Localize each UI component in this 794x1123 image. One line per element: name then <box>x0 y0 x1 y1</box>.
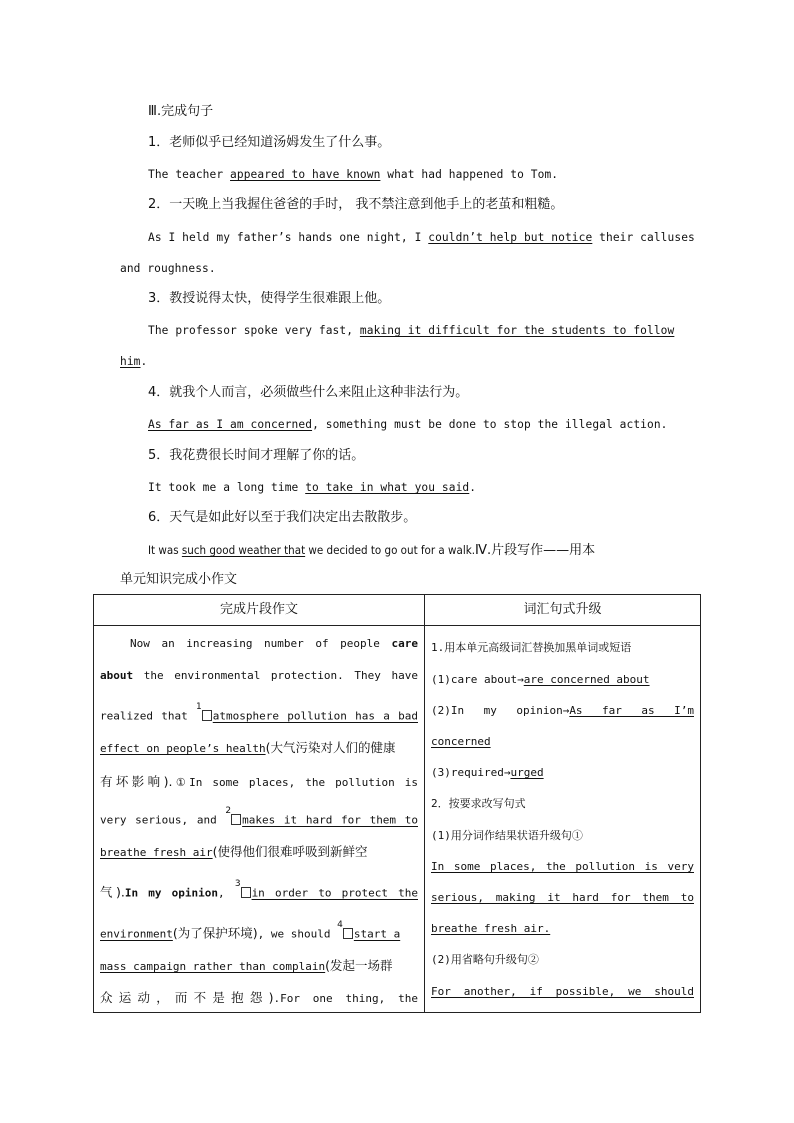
item-3-english <box>148 323 674 339</box>
text-span: , <box>218 886 235 900</box>
answer-underline: such good weather that <box>181 543 306 557</box>
blank-number: 3 <box>234 879 241 889</box>
text-span: realized that <box>100 709 197 723</box>
answer-underline: environment <box>100 927 173 941</box>
upgrade-heading-2: 2．按要求改写句式 <box>431 797 526 810</box>
chinese-hint: 有坏影响). <box>100 774 173 789</box>
answer-underline: As far as I’m <box>569 704 694 717</box>
upgrade-line <box>431 703 694 719</box>
item-6-chinese: 6．天气是如此好以至于我们决定出去散散步。 <box>148 510 417 525</box>
composition-line <box>100 702 418 725</box>
composition-line <box>100 920 418 943</box>
composition-line <box>100 990 418 1007</box>
text-span: . <box>140 355 148 368</box>
composition-cell <box>94 626 425 1013</box>
chinese-hint: (大气污染对人们的健康 <box>265 740 396 755</box>
table-header-left: 完成片段作文 <box>94 595 425 626</box>
bold-word: In my opinion <box>124 886 219 900</box>
upgrade-line <box>431 765 694 781</box>
blank-number: 2 <box>225 806 232 816</box>
text-span: Now an increasing number of people <box>130 637 392 650</box>
text-span: (2)In my opinion→ <box>431 704 570 717</box>
answer-underline: urged <box>510 766 544 779</box>
composition-line <box>130 636 418 652</box>
text-span: their calluses <box>592 231 695 244</box>
text-span: very serious, and <box>100 813 226 827</box>
answer-underline: breathe fresh air <box>100 846 213 859</box>
upgrade-line <box>431 984 694 1000</box>
upgrade-subheading: (2)用省略句升级句② <box>431 953 539 966</box>
text-span: . <box>469 481 477 494</box>
composition-line <box>100 740 418 757</box>
section-title: Ⅲ.完成句子 <box>148 104 214 119</box>
text-span: It took me a long time <box>148 481 306 494</box>
bold-word: about <box>100 669 134 682</box>
answer-underline: appeared to have known <box>230 168 381 181</box>
text-span: what had happened to Tom. <box>380 168 559 181</box>
text-span: ①In some places, the pollution is <box>172 776 418 789</box>
writing-table <box>93 594 701 1013</box>
blank-box-icon <box>343 928 353 939</box>
text-span: The teacher <box>148 168 231 181</box>
answer-underline: him <box>120 355 141 368</box>
composition-line <box>100 806 418 829</box>
text-span: It was <box>148 543 182 557</box>
table-header-right: 词汇句式升级 <box>425 595 701 626</box>
answer-underline: making it difficult for the students to follow <box>359 324 675 337</box>
text-span: (1)care about→ <box>431 673 524 686</box>
item-3-chinese: 3．教授说得太快，使得学生很难跟上他。 <box>148 291 391 306</box>
answer-underline: makes it hard for them to <box>242 813 418 827</box>
item-4-english <box>148 417 668 433</box>
text-span: the environmental protection. They have <box>133 669 418 682</box>
item-6-english <box>148 542 595 559</box>
answer-underline: couldn’t help but notice <box>428 231 593 244</box>
answer-underline: As far as I am concerned <box>148 418 313 431</box>
blank-box-icon <box>241 887 251 898</box>
upgrade-heading-1: 1.用本单元高级词汇替换加黑单词或短语 <box>431 641 632 654</box>
answer-underline: concerned <box>431 735 491 748</box>
text-span: , we should <box>257 927 338 941</box>
answer-underline: are concerned about <box>523 673 650 686</box>
blank-box-icon <box>202 710 212 721</box>
item-2-english-cont: and roughness. <box>120 262 216 275</box>
upgrade-line <box>431 890 694 906</box>
item-3-english-cont <box>120 354 147 370</box>
answer-underline: start a <box>353 927 401 941</box>
chinese-hint: 气). <box>100 884 125 900</box>
bold-word: care <box>391 637 418 650</box>
upgrade-line <box>431 921 694 937</box>
composition-line <box>100 958 418 975</box>
text-span: The professor spoke very fast, <box>148 324 360 337</box>
section-4-title: Ⅳ.片段写作——用本 <box>475 543 596 558</box>
item-5-english <box>148 480 476 496</box>
upgrade-line <box>431 672 694 688</box>
composition-line <box>100 844 418 861</box>
item-5-chinese: 5．我花费很长时间才理解了你的话。 <box>148 448 365 463</box>
blank-number: 4 <box>337 920 343 930</box>
chinese-hint: (为了保护环境) <box>172 925 258 941</box>
answer-underline: atmosphere pollution has a bad <box>212 709 418 723</box>
chinese-hint: 众运动，而不是抱怨) <box>100 990 274 1005</box>
chinese-hint: (使得他们很难呼吸到新鲜空 <box>212 844 368 859</box>
answer-underline: mass campaign rather than complain <box>100 960 326 973</box>
upgrade-subheading: (1)用分词作结果状语升级句① <box>431 829 583 842</box>
blank-box-icon <box>231 814 241 825</box>
text-span: we decided to go out for a walk. <box>305 543 475 557</box>
chinese-hint: (发起一场群 <box>325 958 393 973</box>
answer-underline: to take in what you said <box>305 481 470 494</box>
text-span: , something must be done to stop the illegal action. <box>312 418 668 431</box>
answer-underline: For another, if possible, we should <box>431 985 694 998</box>
composition-line <box>100 879 418 902</box>
item-1-chinese: 1．老师似乎已经知道汤姆发生了什么事。 <box>148 135 391 150</box>
composition-line <box>100 774 418 791</box>
item-2-chinese: 2．一天晚上当我握住爸爸的手时， 我不禁注意到他手上的老茧和粗糙。 <box>148 197 564 212</box>
answer-underline: in order to protect the <box>251 886 418 900</box>
answer-underline: serious, making it hard for them to <box>431 891 694 904</box>
text-span: (3)required→ <box>431 766 511 779</box>
answer-underline: effect on people’s health <box>100 742 266 755</box>
blank-number: 1 <box>196 702 202 712</box>
upgrade-line <box>431 734 694 750</box>
text-span: As I held my father’s hands one night, I <box>148 231 429 244</box>
composition-line <box>100 668 418 684</box>
item-2-english <box>148 230 695 246</box>
answer-underline: breathe fresh air. <box>431 922 551 935</box>
item-4-chinese: 4．就我个人而言，必须做些什么来阻止这种非法行为。 <box>148 385 469 400</box>
answer-underline: In some places, the pollution is very <box>431 860 694 873</box>
upgrade-line <box>431 859 694 875</box>
upgrade-cell <box>425 626 701 1013</box>
text-span: .For one thing, the <box>273 992 418 1005</box>
section-4-title-cont: 单元知识完成小作文 <box>120 572 238 587</box>
item-1-english <box>148 167 558 183</box>
